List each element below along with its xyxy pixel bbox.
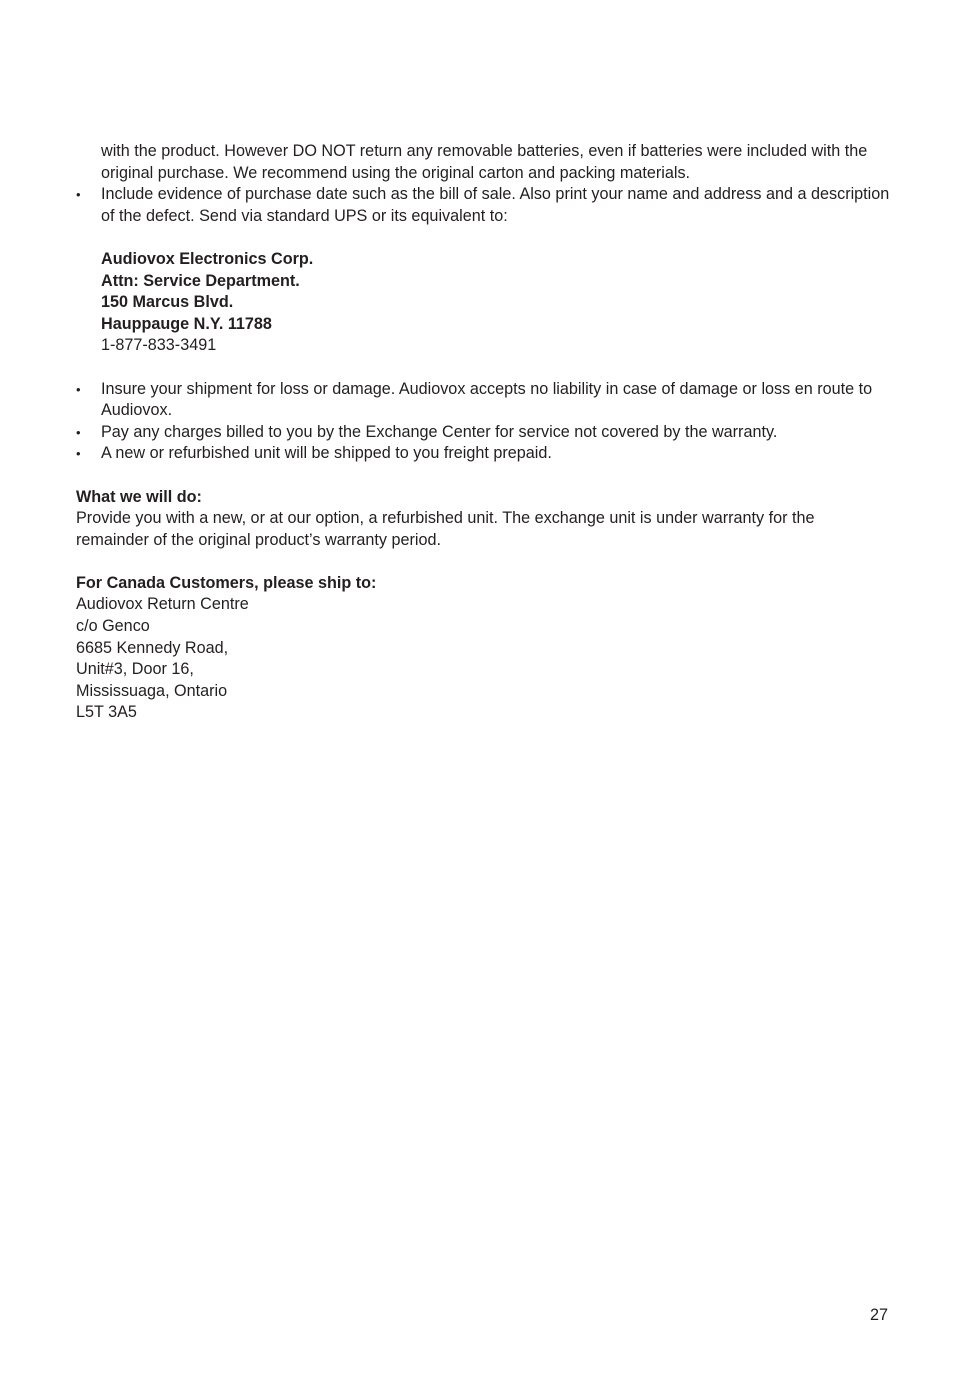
list-item-text: A new or refurbished unit will be shipped to you freight prepaid. [101, 444, 552, 463]
list-item [76, 422, 891, 444]
spacer [76, 551, 891, 573]
canada-address-line: Unit#3, Door 16, [76, 660, 194, 679]
bullet-icon: • [76, 187, 81, 203]
section-body: Provide you with a new, or at our option, a refurbished unit. The exchange unit is under warranty for the remainder of the original product’s warranty period. [76, 509, 815, 549]
canada-address-line: 6685 Kennedy Road, [76, 638, 229, 657]
us-service-address [101, 249, 891, 357]
canada-address-line: c/o Genco [76, 617, 150, 636]
spacer [76, 357, 891, 379]
list-item [76, 184, 891, 227]
bullet-icon: • [76, 424, 81, 440]
section-heading: What we will do: [76, 487, 202, 506]
list-item [76, 443, 891, 465]
canada-address-line: L5T 3A5 [76, 703, 137, 722]
address-phone: 1-877-833-3491 [101, 336, 217, 355]
canada-address-line: Audiovox Return Centre [76, 595, 249, 614]
list-item [76, 379, 891, 422]
address-company: Audiovox Electronics Corp. [101, 249, 314, 268]
page-number: 27 [869, 1306, 888, 1324]
address-attn: Attn: Service Department. [101, 271, 300, 290]
bullet-icon: • [76, 446, 81, 462]
list-item-text: Include evidence of purchase date such as the bill of sale. Also print your name and address and a description of the defect. Send via standard UPS or its equivalent to: [101, 185, 890, 225]
address-street: 150 Marcus Blvd. [101, 293, 234, 312]
canada-shipping-section [76, 573, 891, 724]
shipping-instructions-list [76, 184, 891, 227]
address-city: Hauppauge N.Y. 11788 [101, 314, 272, 333]
continuation-paragraph: with the product. However DO NOT return any removable batteries, even if batteries were included with the original purchase. We recommend using the original carton and packing materials. [101, 142, 868, 182]
spacer [76, 227, 891, 249]
canada-address-line: Mississuaga, Ontario [76, 681, 228, 700]
spacer [76, 465, 891, 487]
section-heading: For Canada Customers, please ship to: [76, 573, 377, 592]
what-we-will-do-section [76, 487, 891, 552]
bullet-icon: • [76, 381, 81, 397]
list-item-text: Insure your shipment for loss or damage. Audiovox accepts no liability in case of damage or loss en route to Audiovox. [101, 379, 873, 420]
list-item-text: Pay any charges billed to you by the Exchange Center for service not covered by the warranty. [101, 422, 778, 441]
page-content [76, 141, 891, 724]
additional-instructions-list [76, 379, 891, 465]
